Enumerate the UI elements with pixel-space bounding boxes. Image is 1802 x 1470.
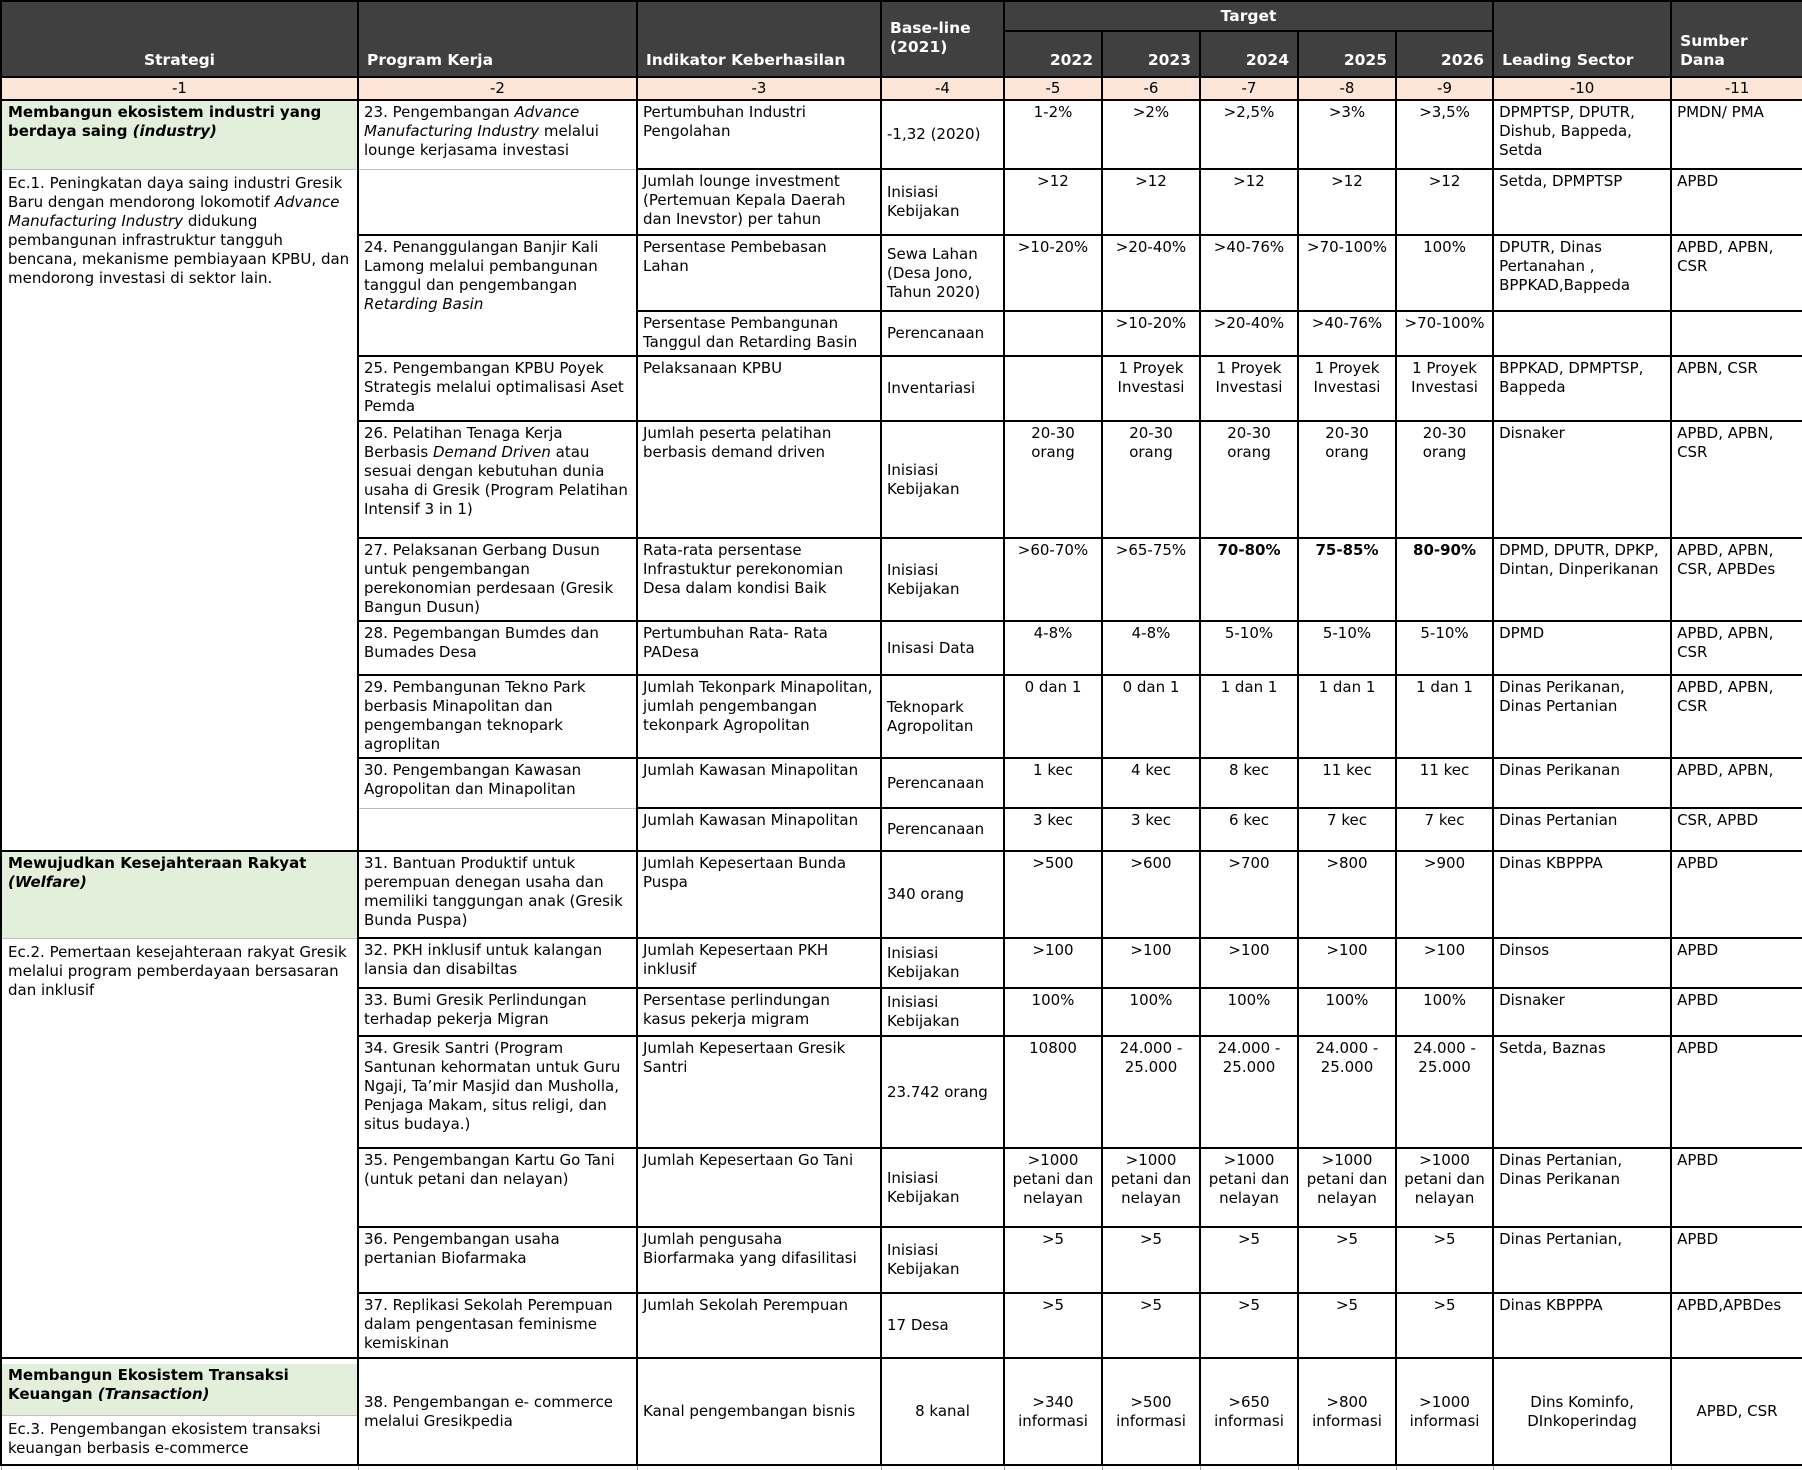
leading-sector-cell: DPUTR, Dinas Pertanahan , BPPKAD,Bappeda xyxy=(1493,235,1671,311)
target-cell-2026: >3,5% xyxy=(1396,100,1493,169)
baseline-cell: Perencanaan xyxy=(881,311,1004,356)
leading-sector-cell: Dinas Perikanan xyxy=(1493,758,1671,808)
target-cell-2024: 100% xyxy=(1200,988,1298,1036)
target-cell-2026: >12 xyxy=(1396,169,1493,235)
target-cell-2026: >1000 informasi xyxy=(1396,1358,1493,1465)
target-cell-2024: >40-76% xyxy=(1200,235,1298,311)
program-kerja-cell: 30. Pengembangan Kawasan Agropolitan dan Minapolitan xyxy=(358,758,637,808)
indikator-cell: Jumlah pengusaha Biorfarmaka yang difasilitasi xyxy=(637,1227,881,1293)
col-number: -8 xyxy=(1298,77,1396,100)
program-kerja-cell: 35. Pengembangan Kartu Go Tani (untuk petani dan nelayan) xyxy=(358,1148,637,1227)
indikator-cell: Persentase Pembangunan Tanggul dan Retarding Basin xyxy=(637,311,881,356)
target-cell-2023: >65-75% xyxy=(1102,538,1200,621)
indikator-cell: Jumlah Kepesertaan PKH inklusif xyxy=(637,938,881,988)
sumber-dana-cell: APBD, APBN, CSR xyxy=(1671,621,1802,675)
sumber-dana-cell: APBD, APBN, CSR xyxy=(1671,421,1802,538)
target-cell-2025: >5 xyxy=(1298,1227,1396,1293)
leading-sector-cell: Dinas Perikanan, Dinas Pertanian xyxy=(1493,675,1671,758)
sumber-dana-cell: APBD xyxy=(1671,851,1802,938)
program-kerja-cell: 32. PKH inklusif untuk kalangan lansia dan disabiltas xyxy=(358,938,637,988)
target-cell-2022: 3 kec xyxy=(1004,808,1102,851)
program-kerja-cell: 31. Bantuan Produktif untuk perempuan denegan usaha dan memiliki tanggungan anak (Gresik Bunda Puspa) xyxy=(358,851,637,938)
baseline-cell: Inisiasi Kebijakan xyxy=(881,1148,1004,1227)
sumber-dana-cell xyxy=(1671,311,1802,356)
program-kerja-cell xyxy=(358,808,637,851)
sumber-dana-cell: APBD xyxy=(1671,988,1802,1036)
program-kerja-cell: 23. Pengembangan Advance Manufacturing Industry melalui lounge kerjasama investasi xyxy=(358,100,637,169)
leading-sector-cell: Disnaker xyxy=(1493,988,1671,1036)
target-cell-2025: >12 xyxy=(1298,169,1396,235)
leading-sector-cell: DPMD, DPUTR, DPKP, Dintan, Dinperikanan xyxy=(1493,538,1671,621)
leading-sector-cell: Dinsos xyxy=(1493,938,1671,988)
baseline-cell: Inisiasi Kebijakan xyxy=(881,169,1004,235)
program-kerja-cell: 33. Bumi Gresik Perlindungan terhadap pekerja Migran xyxy=(358,988,637,1036)
leading-sector-cell: Dinas Pertanian xyxy=(1493,808,1671,851)
target-cell-2022: >1000 petani dan nelayan xyxy=(1004,1148,1102,1227)
leading-sector-cell: Dinas KBPPPA xyxy=(1493,851,1671,938)
sumber-dana-cell: APBD xyxy=(1671,1036,1802,1148)
target-cell-2025: >5 xyxy=(1298,1293,1396,1358)
target-cell-2025: 100% xyxy=(1298,988,1396,1036)
leading-sector-cell: Disnaker xyxy=(1493,421,1671,538)
program-kerja-cell: 24. Penanggulangan Banjir Kali Lamong melalui pembangunan tanggul dan pengembangan Retarding Basin xyxy=(358,235,637,356)
baseline-cell: Inisiasi Kebijakan xyxy=(881,538,1004,621)
target-cell-2022 xyxy=(1004,356,1102,421)
sumber-dana-cell: APBD xyxy=(1671,938,1802,988)
sumber-dana-cell: APBD xyxy=(1671,1148,1802,1227)
target-cell-2022: >5 xyxy=(1004,1293,1102,1358)
target-cell-2025: >3% xyxy=(1298,100,1396,169)
target-cell-2022: >60-70% xyxy=(1004,538,1102,621)
indikator-cell: Persentase Pembebasan Lahan xyxy=(637,235,881,311)
leading-sector-cell: DPMPTSP, DPUTR, Dishub, Bappeda, Setda xyxy=(1493,100,1671,169)
target-cell-2023: >2% xyxy=(1102,100,1200,169)
strategy-section-desc: Ec.2. Pemertaan kesejahteraan rakyat Gresik melalui program pemberdayaan bersasaran dan inklusif xyxy=(8,943,347,999)
col-header-target: Target xyxy=(1004,1,1493,31)
col-header-leading-sector: Leading Sector xyxy=(1493,1,1671,77)
target-cell-2023: >600 xyxy=(1102,851,1200,938)
target-cell-2024: >1000 petani dan nelayan xyxy=(1200,1148,1298,1227)
target-cell-2022: >10-20% xyxy=(1004,235,1102,311)
indikator-cell: Jumlah Kepesertaan Go Tani xyxy=(637,1148,881,1227)
indikator-cell: Jumlah Kepesertaan Bunda Puspa xyxy=(637,851,881,938)
target-cell-2026: 24.000 - 25.000 xyxy=(1396,1036,1493,1148)
target-cell-2026: 100% xyxy=(1396,235,1493,311)
table-row xyxy=(1,1358,1802,1465)
baseline-cell: Inisiasi Kebijakan xyxy=(881,988,1004,1036)
target-cell-2025: 7 kec xyxy=(1298,808,1396,851)
leading-sector-cell: Setda, DPMPTSP xyxy=(1493,169,1671,235)
target-cell-2025: >40-76% xyxy=(1298,311,1396,356)
strategy-section-desc: Ec.3. Pengembangan ekosistem transaksi keuangan berbasis e-commerce xyxy=(8,1419,321,1457)
target-cell-2025: >1000 petani dan nelayan xyxy=(1298,1148,1396,1227)
target-cell-2025: >800 xyxy=(1298,851,1396,938)
target-cell-2025: >100 xyxy=(1298,938,1396,988)
target-cell-2024: >2,5% xyxy=(1200,100,1298,169)
target-cell-2026: 11 kec xyxy=(1396,758,1493,808)
target-cell-2023: >100 xyxy=(1102,938,1200,988)
program-kerja-cell: 26. Pelatihan Tenaga Kerja Berbasis Demand Driven atau sesuai dengan kebutuhan dunia usaha di Gresik (Program Pelatihan Intensif 3 in 1) xyxy=(358,421,637,538)
target-cell-2023: 4-8% xyxy=(1102,621,1200,675)
col-header-year-2023: 2023 xyxy=(1102,31,1200,77)
strategy-section-title: Mewujudkan Kesejahteraan Rakyat (Welfare) xyxy=(2,852,357,939)
program-kerja-cell: 37. Replikasi Sekolah Perempuan dalam pengentasan feminisme kemiskinan xyxy=(358,1293,637,1358)
baseline-cell: Perencanaan xyxy=(881,758,1004,808)
target-cell-2023: 4 kec xyxy=(1102,758,1200,808)
table-header xyxy=(1,1,1802,100)
target-cell-2024: 1 dan 1 xyxy=(1200,675,1298,758)
target-cell-2024: >12 xyxy=(1200,169,1298,235)
program-kerja-cell: 34. Gresik Santri (Program Santunan kehormatan untuk Guru Ngaji, Ta’mir Masjid dan Musholla, Penjaga Makam, situs religi, dan situs budaya.) xyxy=(358,1036,637,1148)
indikator-cell: Pertumbuhan Industri Pengolahan xyxy=(637,100,881,169)
target-cell-2026: >900 xyxy=(1396,851,1493,938)
col-header-year-2022: 2022 xyxy=(1004,31,1102,77)
target-cell-2025: 11 kec xyxy=(1298,758,1396,808)
target-cell-2024: >5 xyxy=(1200,1227,1298,1293)
sumber-dana-cell: APBD,APBDes xyxy=(1671,1293,1802,1358)
program-kerja-cell: 27. Pelaksanan Gerbang Dusun untuk pengembangan perekonomian perdesaan (Gresik Bangun Dusun) xyxy=(358,538,637,621)
target-cell-2023: >5 xyxy=(1102,1227,1200,1293)
target-cell-2022: >340 informasi xyxy=(1004,1358,1102,1465)
target-cell-2024: 70-80% xyxy=(1200,538,1298,621)
sumber-dana-cell: APBD xyxy=(1671,169,1802,235)
target-cell-2024: 24.000 - 25.000 xyxy=(1200,1036,1298,1148)
strategy-cell-section-3 xyxy=(1,1358,358,1465)
baseline-cell: Sewa Lahan (Desa Jono, Tahun 2020) xyxy=(881,235,1004,311)
target-cell-2023: 3 kec xyxy=(1102,808,1200,851)
indikator-cell: Jumlah peserta pelatihan berbasis demand driven xyxy=(637,421,881,538)
target-cell-2024: >20-40% xyxy=(1200,311,1298,356)
leading-sector-cell: Dins Kominfo, DInkoperindag xyxy=(1493,1358,1671,1465)
table-body xyxy=(1,100,1802,1470)
col-header-indikator: Indikator Keberhasilan xyxy=(637,1,881,77)
target-cell-2023: 0 dan 1 xyxy=(1102,675,1200,758)
target-cell-2026: 1 dan 1 xyxy=(1396,675,1493,758)
indikator-cell: Jumlah Kawasan Minapolitan xyxy=(637,758,881,808)
program-kerja-cell: 29. Pembangunan Tekno Park berbasis Minapolitan dan pengembangan teknopark agroplitan xyxy=(358,675,637,758)
column-number-row xyxy=(1,77,1802,100)
target-cell-2022: >500 xyxy=(1004,851,1102,938)
target-cell-2026: 1 Proyek Investasi xyxy=(1396,356,1493,421)
target-cell-2026: >5 xyxy=(1396,1293,1493,1358)
target-cell-2024: 6 kec xyxy=(1200,808,1298,851)
col-header-year-2026: 2026 xyxy=(1396,31,1493,77)
sumber-dana-cell: APBD, APBN, CSR xyxy=(1671,235,1802,311)
target-cell-2026: 100% xyxy=(1396,988,1493,1036)
program-kerja-cell xyxy=(358,169,637,235)
baseline-cell: Inisiasi Kebijakan xyxy=(881,421,1004,538)
target-cell-2025: 75-85% xyxy=(1298,538,1396,621)
indikator-cell: Jumlah Tekonpark Minapolitan, jumlah pengembangan tekonpark Agropolitan xyxy=(637,675,881,758)
target-cell-2023: 24.000 - 25.000 xyxy=(1102,1036,1200,1148)
baseline-cell: Perencanaan xyxy=(881,808,1004,851)
col-header-year-2025: 2025 xyxy=(1298,31,1396,77)
target-cell-2022: >12 xyxy=(1004,169,1102,235)
target-cell-2026: 7 kec xyxy=(1396,808,1493,851)
indikator-cell: Rata-rata persentase Infrastuktur perekonomian Desa dalam kondisi Baik xyxy=(637,538,881,621)
col-number: -11 xyxy=(1671,77,1802,100)
target-cell-2022: >5 xyxy=(1004,1227,1102,1293)
strategy-section-title: Membangun Ekosistem Transaksi Keuangan (Transaction) xyxy=(2,1364,357,1416)
indikator-cell: Jumlah Kawasan Minapolitan xyxy=(637,808,881,851)
leading-sector-cell: BPPKAD, DPMPTSP, Bappeda xyxy=(1493,356,1671,421)
header-row xyxy=(1,1,1802,31)
target-cell-2022: 0 dan 1 xyxy=(1004,675,1102,758)
baseline-cell: 17 Desa xyxy=(881,1293,1004,1358)
target-cell-2023: >12 xyxy=(1102,169,1200,235)
target-cell-2022: 1 kec xyxy=(1004,758,1102,808)
col-number: -9 xyxy=(1396,77,1493,100)
col-header-strategi: Strategi xyxy=(1,1,358,77)
program-kerja-cell: 36. Pengembangan usaha pertanian Biofarmaka xyxy=(358,1227,637,1293)
indikator-cell: Jumlah Kepesertaan Gresik Santri xyxy=(637,1036,881,1148)
target-cell-2023: >500 informasi xyxy=(1102,1358,1200,1465)
sumber-dana-cell: APBN, CSR xyxy=(1671,356,1802,421)
indikator-cell: Kanal pengembangan bisnis xyxy=(637,1358,881,1465)
indikator-cell: Persentase perlindungan kasus pekerja migram xyxy=(637,988,881,1036)
target-cell-2026: >100 xyxy=(1396,938,1493,988)
sumber-dana-cell: APBD, CSR xyxy=(1671,1358,1802,1465)
col-header-baseline: Base-line (2021) xyxy=(881,1,1004,77)
table-row xyxy=(1,100,1802,169)
indikator-cell: Pertumbuhan Rata- Rata PADesa xyxy=(637,621,881,675)
target-cell-2022: 20-30 orang xyxy=(1004,421,1102,538)
target-cell-2025: >70-100% xyxy=(1298,235,1396,311)
target-cell-2025: 5-10% xyxy=(1298,621,1396,675)
target-cell-2024: >650 informasi xyxy=(1200,1358,1298,1465)
sumber-dana-cell: CSR, APBD xyxy=(1671,808,1802,851)
strategy-section-desc: Ec.1. Peningkatan daya saing industri Gresik Baru dengan mendorong lokomotif Advance Manufacturing Industry didukung pembangunan infrastruktur tangguh bencana, mekanisme pembiayaan KPBU, dan mendorong investasi di sektor lain. xyxy=(8,174,350,287)
sumber-dana-cell: APBD, APBN, CSR, APBDes xyxy=(1671,538,1802,621)
target-cell-2025: 1 dan 1 xyxy=(1298,675,1396,758)
strategy-cell-section-1 xyxy=(1,100,358,851)
target-cell-2026: 20-30 orang xyxy=(1396,421,1493,538)
baseline-cell: Inventariasi xyxy=(881,356,1004,421)
target-cell-2023: 1 Proyek Investasi xyxy=(1102,356,1200,421)
target-cell-2022: 4-8% xyxy=(1004,621,1102,675)
leading-sector-cell: Dinas Pertanian, xyxy=(1493,1227,1671,1293)
target-cell-2023: >20-40% xyxy=(1102,235,1200,311)
sumber-dana-cell: APBD xyxy=(1671,1227,1802,1293)
target-cell-2024: >5 xyxy=(1200,1293,1298,1358)
col-number: -1 xyxy=(1,77,358,100)
program-kerja-cell: 38. Pengembangan e- commerce melalui Gresikpedia xyxy=(358,1358,637,1465)
target-cell-2024: 5-10% xyxy=(1200,621,1298,675)
indikator-cell: Jumlah Sekolah Perempuan xyxy=(637,1293,881,1358)
col-header-year-2024: 2024 xyxy=(1200,31,1298,77)
leading-sector-cell: Setda, Baznas xyxy=(1493,1036,1671,1148)
target-cell-2022: 10800 xyxy=(1004,1036,1102,1148)
target-cell-2023: >5 xyxy=(1102,1293,1200,1358)
sumber-dana-cell: PMDN/ PMA xyxy=(1671,100,1802,169)
leading-sector-cell: Dinas KBPPPA xyxy=(1493,1293,1671,1358)
target-cell-2023: 100% xyxy=(1102,988,1200,1036)
col-number: -3 xyxy=(637,77,881,100)
baseline-cell: Teknopark Agropolitan xyxy=(881,675,1004,758)
table-row xyxy=(1,851,1802,938)
col-number: -4 xyxy=(881,77,1004,100)
leading-sector-cell: Dinas Pertanian, Dinas Perikanan xyxy=(1493,1148,1671,1227)
col-number: -10 xyxy=(1493,77,1671,100)
program-kerja-cell: 25. Pengembangan KPBU Poyek Strategis melalui optimalisasi Aset Pemda xyxy=(358,356,637,421)
sumber-dana-cell: APBD, APBN, xyxy=(1671,758,1802,808)
col-number: -5 xyxy=(1004,77,1102,100)
baseline-cell: Inisasi Data xyxy=(881,621,1004,675)
target-cell-2023: >1000 petani dan nelayan xyxy=(1102,1148,1200,1227)
target-cell-2025: >800 informasi xyxy=(1298,1358,1396,1465)
leading-sector-cell xyxy=(1493,311,1671,356)
baseline-cell: Inisiasi Kebijakan xyxy=(881,1227,1004,1293)
target-cell-2023: >10-20% xyxy=(1102,311,1200,356)
target-cell-2022 xyxy=(1004,311,1102,356)
indikator-cell: Pelaksanaan KPBU xyxy=(637,356,881,421)
target-cell-2025: 20-30 orang xyxy=(1298,421,1396,538)
col-number: -6 xyxy=(1102,77,1200,100)
target-cell-2022: 100% xyxy=(1004,988,1102,1036)
baseline-cell: 23.742 orang xyxy=(881,1036,1004,1148)
target-cell-2025: 1 Proyek Investasi xyxy=(1298,356,1396,421)
col-header-program-kerja: Program Kerja xyxy=(358,1,637,77)
baseline-cell: Inisiasi Kebijakan xyxy=(881,938,1004,988)
target-cell-2026: >70-100% xyxy=(1396,311,1493,356)
baseline-cell: 8 kanal xyxy=(881,1358,1004,1465)
target-cell-2023: 20-30 orang xyxy=(1102,421,1200,538)
target-cell-2026: 5-10% xyxy=(1396,621,1493,675)
leading-sector-cell: DPMD xyxy=(1493,621,1671,675)
target-cell-2026: >5 xyxy=(1396,1227,1493,1293)
target-cell-2025: 24.000 - 25.000 xyxy=(1298,1036,1396,1148)
target-cell-2026: 80-90% xyxy=(1396,538,1493,621)
program-kerja-cell: 28. Pegembangan Bumdes dan Bumades Desa xyxy=(358,621,637,675)
sumber-dana-cell: APBD, APBN, CSR xyxy=(1671,675,1802,758)
col-number: -2 xyxy=(358,77,637,100)
target-cell-2024: 1 Proyek Investasi xyxy=(1200,356,1298,421)
strategy-cell-section-2 xyxy=(1,851,358,1358)
target-cell-2024: 8 kec xyxy=(1200,758,1298,808)
baseline-cell: 340 orang xyxy=(881,851,1004,938)
target-cell-2024: >700 xyxy=(1200,851,1298,938)
target-cell-2024: 20-30 orang xyxy=(1200,421,1298,538)
target-cell-2026: >1000 petani dan nelayan xyxy=(1396,1148,1493,1227)
target-cell-2022: >100 xyxy=(1004,938,1102,988)
col-header-sumber-dana: Sumber Dana xyxy=(1671,1,1802,77)
strategy-section-title: Membangun ekosistem industri yang berdaya saing (industry) xyxy=(2,101,357,170)
col-number: -7 xyxy=(1200,77,1298,100)
target-cell-2024: >100 xyxy=(1200,938,1298,988)
target-cell-2022: 1-2% xyxy=(1004,100,1102,169)
indikator-cell: Jumlah lounge investment (Pertemuan Kepala Daerah dan Inevstor) per tahun xyxy=(637,169,881,235)
baseline-cell: -1,32 (2020) xyxy=(881,100,1004,169)
